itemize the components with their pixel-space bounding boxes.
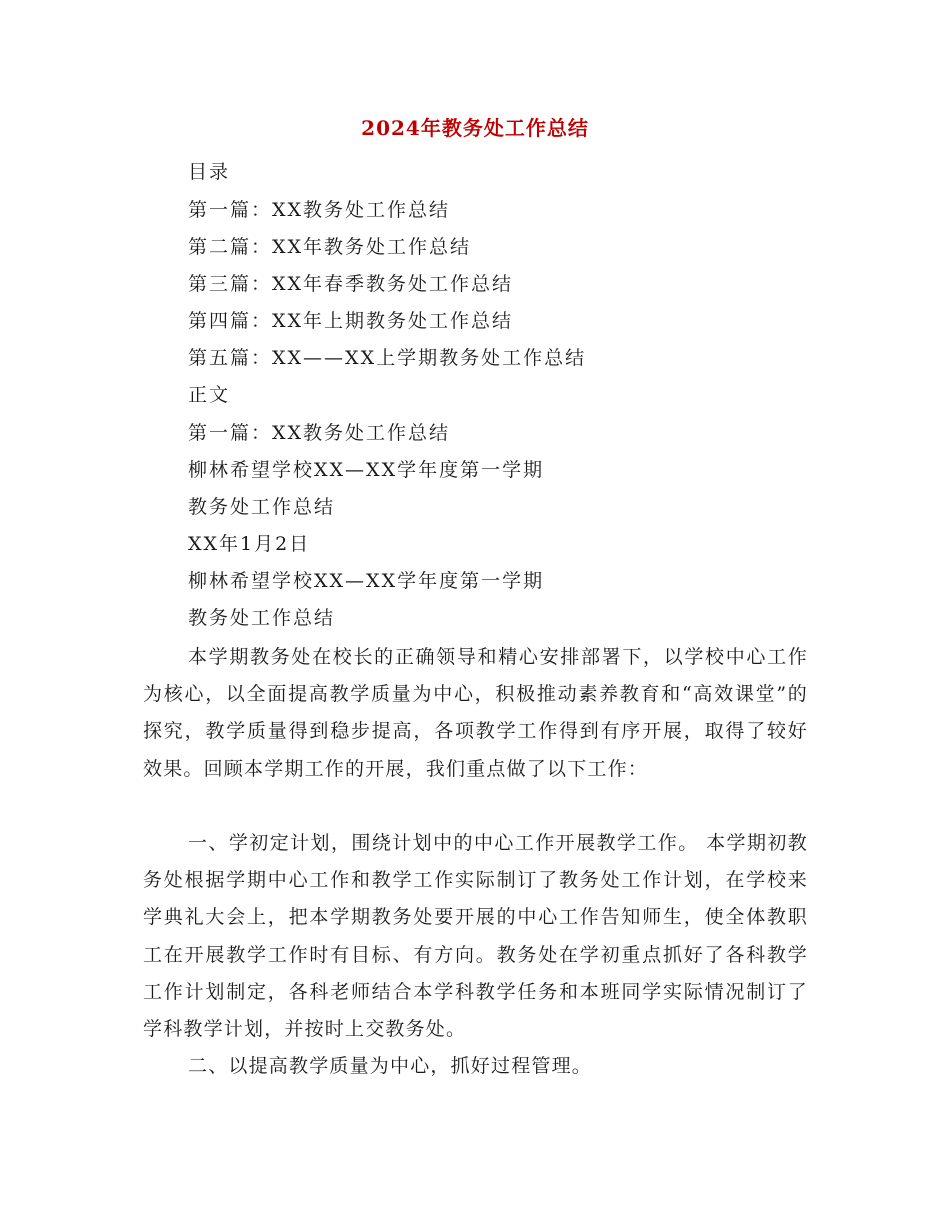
- toc-item: 第三篇：XX年春季教务处工作总结: [188, 273, 514, 295]
- body-heading: 正文: [188, 384, 231, 406]
- body-paragraph: 本学期教务处在校长的正确领导和精心安排部署下，以学校中心工作为核心，以全面提高教学质量为中心，积极推动素养教育和“高效课堂”的探究，教学质量得到稳步提高，各项教学工作得到有序开展，取得了较好效果。回顾本学期工作的开展，我们重点做了以下工作：: [143, 646, 808, 780]
- report-title-line: 教务处工作总结: [188, 496, 336, 518]
- report-title-line: 教务处工作总结: [188, 607, 336, 629]
- toc-item: 第一篇：XX教务处工作总结: [188, 199, 451, 221]
- school-line: 柳林希望学校XX—XX学年度第一学期: [188, 570, 545, 592]
- toc-item: 第二篇：XX年教务处工作总结: [188, 236, 472, 258]
- toc-item: 第五篇：XX——XX上学期教务处工作总结: [188, 347, 587, 369]
- toc-item: 第四篇：XX年上期教务处工作总结: [188, 310, 514, 332]
- body-paragraph: 二、以提高教学质量为中心，抓好过程管理。: [188, 1055, 593, 1077]
- document-title: 2024年教务处工作总结: [361, 116, 589, 140]
- toc-heading: 目录: [188, 161, 231, 183]
- school-line: 柳林希望学校XX—XX学年度第一学期: [188, 459, 545, 481]
- body-paragraph: 一、学初定计划，围绕计划中的中心工作开展教学工作。 本学期初教务处根据学期中心工作和教学工作实际制订了教务处工作计划，在学校来学典礼大会上，把本学期教务处要开展的中心工作告知师生，使全体教职工在开展教学工作时有目标、有方向。教务处在学初重点抓好了各科教学工作计划制定，各科老师结合本学科教学任务和本班同学实际情况制订了学科教学计划，并按时上交教务处。: [143, 832, 808, 1041]
- date-line: XX年1月2日: [188, 533, 311, 555]
- section-title: 第一篇：XX教务处工作总结: [188, 422, 451, 444]
